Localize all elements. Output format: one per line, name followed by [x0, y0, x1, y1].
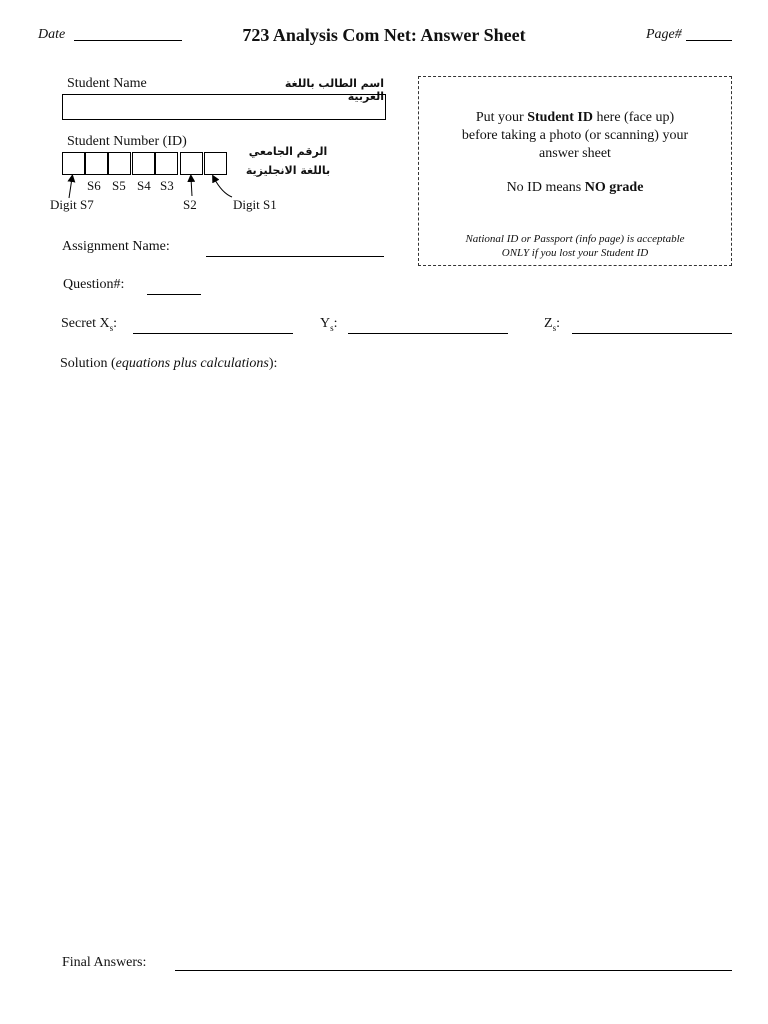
student-name-label: Student Name	[67, 76, 147, 91]
assignment-name-label: Assignment Name:	[62, 239, 170, 254]
student-name-arabic-label: اسم الطالب باللغة العربية	[284, 77, 384, 103]
secret-x-label: Secret $X_s$:	[61, 316, 117, 333]
student-number-arabic-label-line1: الرقم الجامعي	[248, 145, 328, 158]
id-notice-line2: before taking a photo (or scanning) your	[461, 128, 689, 143]
assignment-name-field[interactable]	[206, 256, 384, 257]
question-number-label: Question#:	[63, 277, 125, 292]
y-field[interactable]	[348, 333, 508, 334]
digit-label-s3: S3	[160, 178, 174, 193]
z-label: $Z_s$:	[544, 316, 560, 333]
solution-area[interactable]	[60, 380, 732, 940]
student-number-label: Student Number (ID)	[67, 134, 187, 149]
digit-label-s5: S5	[112, 178, 126, 193]
id-notice-small-line2: ONLY if you lost your Student ID	[501, 247, 649, 259]
digit-label-s6: S6	[87, 178, 101, 193]
digit-label-s4: S4	[137, 178, 151, 193]
id-notice-line1: Put your Student ID here (face up)	[475, 110, 675, 125]
final-answers-label: Final Answers:	[62, 955, 147, 970]
digit-label-s2: S2	[183, 197, 197, 212]
page-title: 723 Analysis Com Net: Answer Sheet	[242, 25, 526, 45]
student-number-arabic-label-line2: باللغة الانجليزية	[245, 164, 331, 177]
id-notice-line3: answer sheet	[539, 146, 611, 161]
page-number-label: Page#	[646, 27, 682, 42]
date-label: Date	[38, 27, 66, 42]
final-answers-field[interactable]	[175, 970, 732, 971]
digit-label-s7: Digit S7	[50, 197, 94, 212]
solution-label: Solution (equations plus calculations):	[60, 356, 278, 371]
id-notice-small-line1: National ID or Passport (info page) is acceptable	[465, 233, 685, 245]
no-id-warning: No ID means NO grade	[506, 180, 644, 195]
y-label: $Y_s$:	[320, 316, 338, 333]
digit-label-s1: Digit S1	[233, 197, 277, 212]
question-number-field[interactable]	[147, 294, 201, 295]
secret-x-field[interactable]	[133, 333, 293, 334]
z-field[interactable]	[572, 333, 732, 334]
